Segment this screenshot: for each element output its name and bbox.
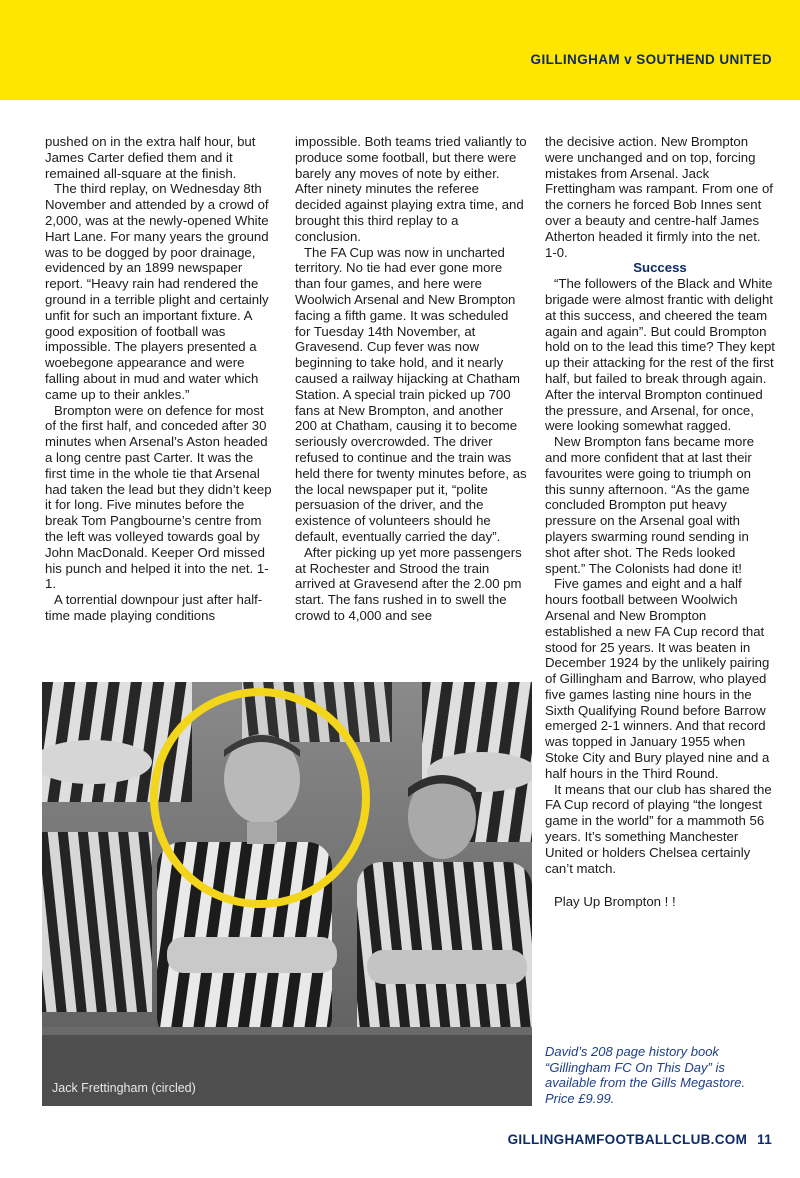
paragraph: It means that our club has shared the FA Cup record of playing “the longest game in the world” for a mammoth 56 years. It’s something Manchester United or holders Chelsea certainly can’t match.: [545, 781, 772, 876]
paragraph: New Brompton fans became more and more confident that at last their favourites were going to triumph on this sunny afternoon. “As the game concluded Brompton put heavy pressure on the Arsenal goal with players swarming round sending in shot after shot. The Reds looked spent.” The Colonists had done it!: [545, 434, 755, 576]
page-number: 11: [757, 1132, 772, 1147]
photo-caption: Jack Frettingham (circled): [52, 1081, 196, 1095]
paragraph: The third replay, on Wednesday 8th November and attended by a crowd of 2,000, was at the newly-opened White Hart Lane. For many years the ground was to be dogged by poor drainage, evidenced by an 1899 newspaper report. “Heavy rain had rendered the ground in a terrible plight and certainly unfit for such an important fixture. A good exposition of football was impossible. The players presented a woebegone appearance and were falling about in mud and water which came up to their ankles.”: [45, 181, 269, 402]
signoff: Play Up Brompton ! !: [554, 894, 676, 910]
section-subheading: Success: [633, 260, 687, 276]
paragraph: impossible. Both teams tried valiantly to produce some football, but there were barely any moves of note by either. After ninety minutes the referee decided against playing extra time, and brought this third replay to a conclusion.: [295, 134, 527, 244]
paragraph: the decisive action. New Brompton were unchanged and on top, forcing mistakes from Arsenal. Jack Frettingham was rampant. From one of the corners he forced Bob Innes sent over a beauty and centre-half James Atherton headed it firmly into the net. 1-0.: [545, 134, 773, 260]
footer-website: GILLINGHAMFOOTBALLCLUB.COM: [507, 1132, 748, 1147]
paragraph: Brompton were on defence for most of the first half, and conceded after 30 minutes when Arsenal’s Aston headed a long centre past Carter. It was the first time in the whole tie that Arsenal had taken the lead but they didn’t keep it for long. Five minutes before the break Tom Pangbourne’s centre from the left was volleyed towards goal by John MacDonald. Keeper Ord missed his punch and helped it into the net. 1-1.: [45, 402, 272, 592]
paragraph: The FA Cup was now in uncharted territory. No tie had ever gone more than four games, and here were Woolwich Arsenal and New Brompton facing a fifth game. It was scheduled for Tuesday 14th November, at Gravesend. Cup fever was now beginning to take hold, and it nearly caused a railway hijacking at Chatham Station. A special train picked up 700 fans at New Brompton, and another 200 at Chatham, causing it to become seriously overcrowded. The driver refused to continue and the train was held there for twenty minutes before, as the local newspaper put it, “polite persuasion of the driver, and the existence of volunteers should he default, eventually carried the day”.: [295, 244, 527, 544]
article-column-1: [45, 134, 273, 624]
team-photo: [42, 682, 532, 1106]
book-promo-note: David’s 208 page history book “Gillingham FC On This Day” is available from the Gills Megastore. Price £9.99.: [545, 1044, 746, 1106]
header-band: [0, 0, 800, 100]
article-column-3: [545, 134, 775, 910]
article-column-2: [295, 134, 527, 624]
team-photo-illustration: [42, 682, 532, 1106]
paragraph: After picking up yet more passengers at Rochester and Strood the train arrived at Gravesend after the 2.00 pm start. The fans rushed in to swell the crowd to 4,000 and see: [295, 544, 522, 623]
footer: [508, 1132, 772, 1147]
paragraph: pushed on in the extra half hour, but James Carter defied them and it remained all-square at the finish.: [45, 134, 256, 181]
paragraph: “The followers of the Black and White brigade were almost frantic with delight at this success, and cheered the team again and again”. But could Brompton hold on to the lead this time? They kept up their attacking for the rest of the first half, but failed to break through again. After the interval Brompton continued the pressure, and Arsenal, for once, were looking somewhat ragged.: [545, 276, 775, 434]
header-title: GILLINGHAM v SOUTHEND UNITED: [530, 52, 772, 67]
paragraph: A torrential downpour just after half-time made playing conditions: [45, 592, 263, 623]
paragraph: Five games and eight and a half hours football between Woolwich Arsenal and New Brompton established a new FA Cup record that stood for 25 years. It was beaten in December 1924 by the unlikely pairing of Gillingham and Barrow, who played five games lasting nine hours in the Sixth Qualifying Round before Barrow emerged 2-1 winners. And that record was topped in January 1955 when Stoke City and Bury played nine and a half hours in the Third Round.: [545, 576, 770, 781]
